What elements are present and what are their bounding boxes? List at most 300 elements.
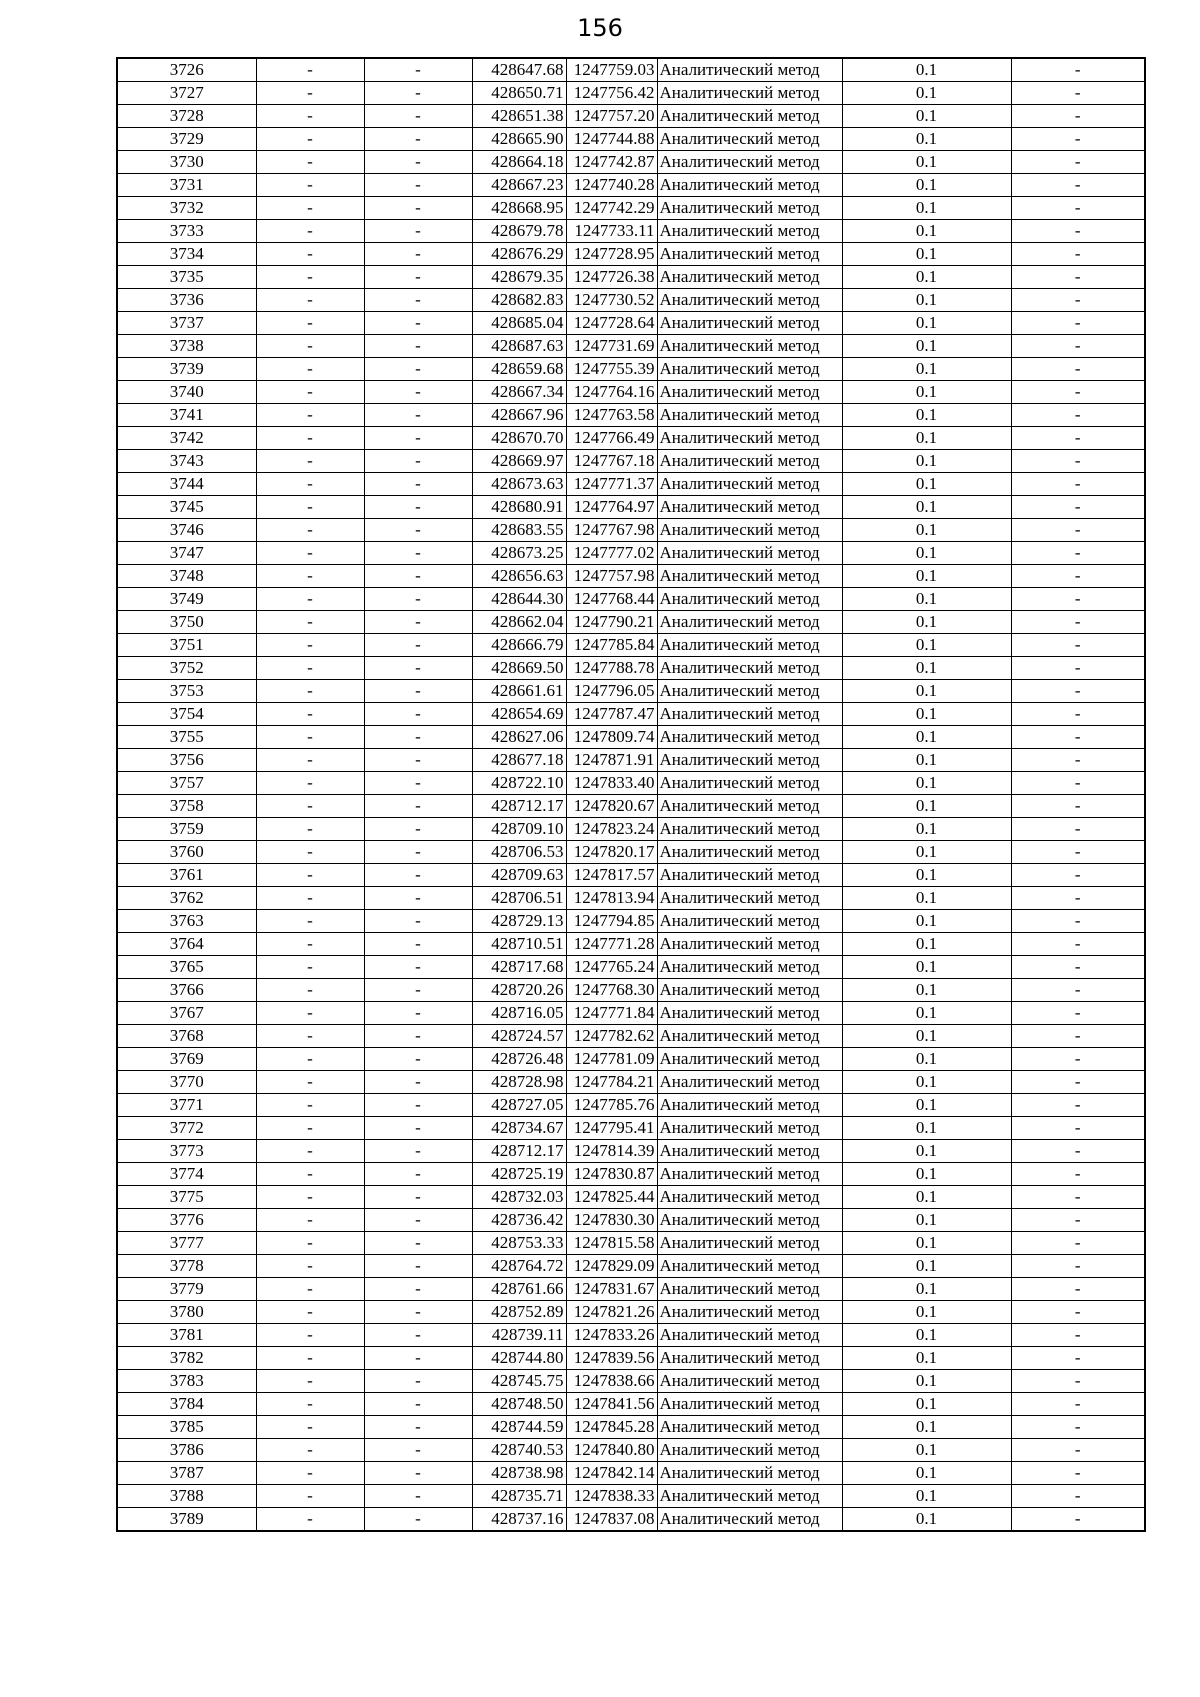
dash-cell: - xyxy=(364,82,472,105)
table-row xyxy=(117,818,1145,841)
point-number-cell: 3746 xyxy=(117,519,256,542)
accuracy-cell: 0.1 xyxy=(842,1324,1011,1347)
table-row xyxy=(117,933,1145,956)
table-row xyxy=(117,1025,1145,1048)
dash-cell: - xyxy=(364,703,472,726)
x-coordinate-cell: 428669.97 xyxy=(472,450,566,473)
accuracy-cell: 0.1 xyxy=(842,289,1011,312)
dash-cell: - xyxy=(256,381,364,404)
point-number-cell: 3767 xyxy=(117,1002,256,1025)
accuracy-cell: 0.1 xyxy=(842,749,1011,772)
method-cell: Аналитический метод xyxy=(657,450,842,473)
point-number-cell: 3734 xyxy=(117,243,256,266)
dash-cell: - xyxy=(256,933,364,956)
table-row xyxy=(117,1301,1145,1324)
y-coordinate-cell: 1247768.44 xyxy=(566,588,657,611)
method-cell: Аналитический метод xyxy=(657,749,842,772)
method-cell: Аналитический метод xyxy=(657,772,842,795)
dash-cell: - xyxy=(1011,1117,1145,1140)
y-coordinate-cell: 1247840.80 xyxy=(566,1439,657,1462)
point-number-cell: 3760 xyxy=(117,841,256,864)
dash-cell: - xyxy=(364,450,472,473)
y-coordinate-cell: 1247740.28 xyxy=(566,174,657,197)
y-coordinate-cell: 1247809.74 xyxy=(566,726,657,749)
method-cell: Аналитический метод xyxy=(657,542,842,565)
y-coordinate-cell: 1247837.08 xyxy=(566,1508,657,1532)
dash-cell: - xyxy=(364,1485,472,1508)
table-row xyxy=(117,404,1145,427)
x-coordinate-cell: 428720.26 xyxy=(472,979,566,1002)
accuracy-cell: 0.1 xyxy=(842,335,1011,358)
x-coordinate-cell: 428736.42 xyxy=(472,1209,566,1232)
dash-cell: - xyxy=(1011,358,1145,381)
y-coordinate-cell: 1247777.02 xyxy=(566,542,657,565)
dash-cell: - xyxy=(1011,381,1145,404)
dash-cell: - xyxy=(364,381,472,404)
point-number-cell: 3755 xyxy=(117,726,256,749)
method-cell: Аналитический метод xyxy=(657,174,842,197)
x-coordinate-cell: 428679.78 xyxy=(472,220,566,243)
dash-cell: - xyxy=(364,1163,472,1186)
table-row xyxy=(117,128,1145,151)
accuracy-cell: 0.1 xyxy=(842,381,1011,404)
x-coordinate-cell: 428687.63 xyxy=(472,335,566,358)
dash-cell: - xyxy=(364,910,472,933)
dash-cell: - xyxy=(256,1255,364,1278)
dash-cell: - xyxy=(256,1117,364,1140)
y-coordinate-cell: 1247771.28 xyxy=(566,933,657,956)
dash-cell: - xyxy=(256,519,364,542)
dash-cell: - xyxy=(256,450,364,473)
point-number-cell: 3771 xyxy=(117,1094,256,1117)
dash-cell: - xyxy=(1011,128,1145,151)
table-row xyxy=(117,1048,1145,1071)
table-row xyxy=(117,726,1145,749)
x-coordinate-cell: 428676.29 xyxy=(472,243,566,266)
x-coordinate-cell: 428716.05 xyxy=(472,1002,566,1025)
accuracy-cell: 0.1 xyxy=(842,1094,1011,1117)
table-row xyxy=(117,1370,1145,1393)
accuracy-cell: 0.1 xyxy=(842,1485,1011,1508)
x-coordinate-cell: 428726.48 xyxy=(472,1048,566,1071)
y-coordinate-cell: 1247764.16 xyxy=(566,381,657,404)
dash-cell: - xyxy=(256,1140,364,1163)
y-coordinate-cell: 1247817.57 xyxy=(566,864,657,887)
x-coordinate-cell: 428673.63 xyxy=(472,473,566,496)
dash-cell: - xyxy=(256,841,364,864)
point-number-cell: 3744 xyxy=(117,473,256,496)
dash-cell: - xyxy=(256,542,364,565)
dash-cell: - xyxy=(256,1232,364,1255)
y-coordinate-cell: 1247831.67 xyxy=(566,1278,657,1301)
table-row xyxy=(117,956,1145,979)
table-row xyxy=(117,1439,1145,1462)
dash-cell: - xyxy=(1011,703,1145,726)
table-row xyxy=(117,1094,1145,1117)
dash-cell: - xyxy=(1011,1393,1145,1416)
dash-cell: - xyxy=(256,910,364,933)
dash-cell: - xyxy=(1011,979,1145,1002)
table-row xyxy=(117,312,1145,335)
dash-cell: - xyxy=(364,1278,472,1301)
table-row xyxy=(117,58,1145,82)
x-coordinate-cell: 428732.03 xyxy=(472,1186,566,1209)
x-coordinate-cell: 428664.18 xyxy=(472,151,566,174)
accuracy-cell: 0.1 xyxy=(842,841,1011,864)
point-number-cell: 3749 xyxy=(117,588,256,611)
dash-cell: - xyxy=(1011,680,1145,703)
y-coordinate-cell: 1247815.58 xyxy=(566,1232,657,1255)
dash-cell: - xyxy=(256,1094,364,1117)
dash-cell: - xyxy=(256,496,364,519)
table-row xyxy=(117,1462,1145,1485)
dash-cell: - xyxy=(256,289,364,312)
accuracy-cell: 0.1 xyxy=(842,657,1011,680)
accuracy-cell: 0.1 xyxy=(842,588,1011,611)
method-cell: Аналитический метод xyxy=(657,818,842,841)
dash-cell: - xyxy=(1011,1002,1145,1025)
dash-cell: - xyxy=(364,1117,472,1140)
dash-cell: - xyxy=(364,266,472,289)
dash-cell: - xyxy=(1011,1186,1145,1209)
dash-cell: - xyxy=(256,1462,364,1485)
y-coordinate-cell: 1247755.39 xyxy=(566,358,657,381)
x-coordinate-cell: 428728.98 xyxy=(472,1071,566,1094)
y-coordinate-cell: 1247823.24 xyxy=(566,818,657,841)
dash-cell: - xyxy=(1011,450,1145,473)
accuracy-cell: 0.1 xyxy=(842,1301,1011,1324)
point-number-cell: 3728 xyxy=(117,105,256,128)
table-row xyxy=(117,1416,1145,1439)
point-number-cell: 3777 xyxy=(117,1232,256,1255)
method-cell: Аналитический метод xyxy=(657,634,842,657)
y-coordinate-cell: 1247782.62 xyxy=(566,1025,657,1048)
x-coordinate-cell: 428752.89 xyxy=(472,1301,566,1324)
accuracy-cell: 0.1 xyxy=(842,795,1011,818)
dash-cell: - xyxy=(1011,404,1145,427)
method-cell: Аналитический метод xyxy=(657,381,842,404)
point-number-cell: 3757 xyxy=(117,772,256,795)
method-cell: Аналитический метод xyxy=(657,956,842,979)
y-coordinate-cell: 1247784.21 xyxy=(566,1071,657,1094)
x-coordinate-cell: 428682.83 xyxy=(472,289,566,312)
dash-cell: - xyxy=(256,1485,364,1508)
x-coordinate-cell: 428661.61 xyxy=(472,680,566,703)
dash-cell: - xyxy=(364,128,472,151)
dash-cell: - xyxy=(364,197,472,220)
method-cell: Аналитический метод xyxy=(657,1393,842,1416)
table-row xyxy=(117,289,1145,312)
dash-cell: - xyxy=(1011,1209,1145,1232)
point-number-cell: 3768 xyxy=(117,1025,256,1048)
accuracy-cell: 0.1 xyxy=(842,128,1011,151)
method-cell: Аналитический метод xyxy=(657,1186,842,1209)
table-row xyxy=(117,450,1145,473)
point-number-cell: 3783 xyxy=(117,1370,256,1393)
accuracy-cell: 0.1 xyxy=(842,818,1011,841)
method-cell: Аналитический метод xyxy=(657,266,842,289)
dash-cell: - xyxy=(364,795,472,818)
dash-cell: - xyxy=(1011,910,1145,933)
dash-cell: - xyxy=(1011,1370,1145,1393)
method-cell: Аналитический метод xyxy=(657,1094,842,1117)
x-coordinate-cell: 428656.63 xyxy=(472,565,566,588)
dash-cell: - xyxy=(256,174,364,197)
point-number-cell: 3727 xyxy=(117,82,256,105)
method-cell: Аналитический метод xyxy=(657,1209,842,1232)
table-row xyxy=(117,519,1145,542)
dash-cell: - xyxy=(364,565,472,588)
dash-cell: - xyxy=(1011,427,1145,450)
y-coordinate-cell: 1247766.49 xyxy=(566,427,657,450)
dash-cell: - xyxy=(1011,1508,1145,1532)
table-row xyxy=(117,105,1145,128)
method-cell: Аналитический метод xyxy=(657,1301,842,1324)
dash-cell: - xyxy=(364,1048,472,1071)
accuracy-cell: 0.1 xyxy=(842,611,1011,634)
x-coordinate-cell: 428738.98 xyxy=(472,1462,566,1485)
dash-cell: - xyxy=(364,1232,472,1255)
dash-cell: - xyxy=(364,220,472,243)
y-coordinate-cell: 1247765.24 xyxy=(566,956,657,979)
dash-cell: - xyxy=(256,220,364,243)
point-number-cell: 3781 xyxy=(117,1324,256,1347)
y-coordinate-cell: 1247794.85 xyxy=(566,910,657,933)
point-number-cell: 3763 xyxy=(117,910,256,933)
dash-cell: - xyxy=(1011,887,1145,910)
dash-cell: - xyxy=(1011,151,1145,174)
x-coordinate-cell: 428680.91 xyxy=(472,496,566,519)
dash-cell: - xyxy=(1011,542,1145,565)
dash-cell: - xyxy=(1011,565,1145,588)
dash-cell: - xyxy=(1011,1163,1145,1186)
dash-cell: - xyxy=(256,58,364,82)
y-coordinate-cell: 1247763.58 xyxy=(566,404,657,427)
dash-cell: - xyxy=(364,749,472,772)
y-coordinate-cell: 1247829.09 xyxy=(566,1255,657,1278)
accuracy-cell: 0.1 xyxy=(842,703,1011,726)
method-cell: Аналитический метод xyxy=(657,979,842,1002)
point-number-cell: 3770 xyxy=(117,1071,256,1094)
accuracy-cell: 0.1 xyxy=(842,542,1011,565)
method-cell: Аналитический метод xyxy=(657,1140,842,1163)
dash-cell: - xyxy=(256,243,364,266)
dash-cell: - xyxy=(1011,1140,1145,1163)
table-row xyxy=(117,841,1145,864)
dash-cell: - xyxy=(364,1140,472,1163)
y-coordinate-cell: 1247838.66 xyxy=(566,1370,657,1393)
method-cell: Аналитический метод xyxy=(657,1255,842,1278)
dash-cell: - xyxy=(256,1439,364,1462)
dash-cell: - xyxy=(1011,1301,1145,1324)
dash-cell: - xyxy=(364,1209,472,1232)
accuracy-cell: 0.1 xyxy=(842,404,1011,427)
accuracy-cell: 0.1 xyxy=(842,1462,1011,1485)
point-number-cell: 3732 xyxy=(117,197,256,220)
dash-cell: - xyxy=(1011,58,1145,82)
x-coordinate-cell: 428683.55 xyxy=(472,519,566,542)
method-cell: Аналитический метод xyxy=(657,128,842,151)
method-cell: Аналитический метод xyxy=(657,243,842,266)
method-cell: Аналитический метод xyxy=(657,1071,842,1094)
dash-cell: - xyxy=(364,1462,472,1485)
method-cell: Аналитический метод xyxy=(657,657,842,680)
dash-cell: - xyxy=(1011,1416,1145,1439)
x-coordinate-cell: 428725.19 xyxy=(472,1163,566,1186)
table-row xyxy=(117,1186,1145,1209)
table-row xyxy=(117,358,1145,381)
table-row xyxy=(117,864,1145,887)
dash-cell: - xyxy=(364,1002,472,1025)
x-coordinate-cell: 428737.16 xyxy=(472,1508,566,1532)
dash-cell: - xyxy=(1011,611,1145,634)
accuracy-cell: 0.1 xyxy=(842,1163,1011,1186)
accuracy-cell: 0.1 xyxy=(842,243,1011,266)
accuracy-cell: 0.1 xyxy=(842,1416,1011,1439)
table-row xyxy=(117,381,1145,404)
table-row xyxy=(117,427,1145,450)
dash-cell: - xyxy=(256,1071,364,1094)
method-cell: Аналитический метод xyxy=(657,680,842,703)
dash-cell: - xyxy=(256,105,364,128)
dash-cell: - xyxy=(256,1186,364,1209)
dash-cell: - xyxy=(256,1278,364,1301)
point-number-cell: 3751 xyxy=(117,634,256,657)
dash-cell: - xyxy=(256,887,364,910)
dash-cell: - xyxy=(364,1393,472,1416)
accuracy-cell: 0.1 xyxy=(842,1508,1011,1532)
method-cell: Аналитический метод xyxy=(657,910,842,933)
dash-cell: - xyxy=(364,151,472,174)
point-number-cell: 3741 xyxy=(117,404,256,427)
dash-cell: - xyxy=(256,1370,364,1393)
dash-cell: - xyxy=(364,772,472,795)
dash-cell: - xyxy=(1011,197,1145,220)
accuracy-cell: 0.1 xyxy=(842,565,1011,588)
table-row xyxy=(117,151,1145,174)
accuracy-cell: 0.1 xyxy=(842,197,1011,220)
table-body xyxy=(117,58,1145,1531)
x-coordinate-cell: 428647.68 xyxy=(472,58,566,82)
y-coordinate-cell: 1247733.11 xyxy=(566,220,657,243)
y-coordinate-cell: 1247728.95 xyxy=(566,243,657,266)
x-coordinate-cell: 428668.95 xyxy=(472,197,566,220)
dash-cell: - xyxy=(1011,588,1145,611)
accuracy-cell: 0.1 xyxy=(842,979,1011,1002)
dash-cell: - xyxy=(256,703,364,726)
point-number-cell: 3780 xyxy=(117,1301,256,1324)
dash-cell: - xyxy=(1011,289,1145,312)
method-cell: Аналитический метод xyxy=(657,887,842,910)
dash-cell: - xyxy=(364,1186,472,1209)
dash-cell: - xyxy=(1011,956,1145,979)
table-row xyxy=(117,1117,1145,1140)
y-coordinate-cell: 1247781.09 xyxy=(566,1048,657,1071)
dash-cell: - xyxy=(256,657,364,680)
accuracy-cell: 0.1 xyxy=(842,1140,1011,1163)
table-row xyxy=(117,979,1145,1002)
method-cell: Аналитический метод xyxy=(657,82,842,105)
dash-cell: - xyxy=(364,1094,472,1117)
dash-cell: - xyxy=(256,795,364,818)
y-coordinate-cell: 1247731.69 xyxy=(566,335,657,358)
dash-cell: - xyxy=(1011,1232,1145,1255)
point-number-cell: 3787 xyxy=(117,1462,256,1485)
y-coordinate-cell: 1247788.78 xyxy=(566,657,657,680)
dash-cell: - xyxy=(256,1416,364,1439)
dash-cell: - xyxy=(364,1347,472,1370)
y-coordinate-cell: 1247814.39 xyxy=(566,1140,657,1163)
accuracy-cell: 0.1 xyxy=(842,427,1011,450)
x-coordinate-cell: 428727.05 xyxy=(472,1094,566,1117)
method-cell: Аналитический метод xyxy=(657,1278,842,1301)
table-row xyxy=(117,887,1145,910)
dash-cell: - xyxy=(256,312,364,335)
y-coordinate-cell: 1247759.03 xyxy=(566,58,657,82)
dash-cell: - xyxy=(1011,1462,1145,1485)
y-coordinate-cell: 1247742.87 xyxy=(566,151,657,174)
table-row xyxy=(117,243,1145,266)
dash-cell: - xyxy=(364,58,472,82)
accuracy-cell: 0.1 xyxy=(842,82,1011,105)
x-coordinate-cell: 428670.70 xyxy=(472,427,566,450)
y-coordinate-cell: 1247728.64 xyxy=(566,312,657,335)
accuracy-cell: 0.1 xyxy=(842,634,1011,657)
point-number-cell: 3788 xyxy=(117,1485,256,1508)
table-row xyxy=(117,749,1145,772)
method-cell: Аналитический метод xyxy=(657,496,842,519)
y-coordinate-cell: 1247785.76 xyxy=(566,1094,657,1117)
method-cell: Аналитический метод xyxy=(657,151,842,174)
point-number-cell: 3758 xyxy=(117,795,256,818)
y-coordinate-cell: 1247768.30 xyxy=(566,979,657,1002)
x-coordinate-cell: 428740.53 xyxy=(472,1439,566,1462)
method-cell: Аналитический метод xyxy=(657,1439,842,1462)
y-coordinate-cell: 1247742.29 xyxy=(566,197,657,220)
method-cell: Аналитический метод xyxy=(657,1048,842,1071)
point-number-cell: 3756 xyxy=(117,749,256,772)
accuracy-cell: 0.1 xyxy=(842,312,1011,335)
method-cell: Аналитический метод xyxy=(657,289,842,312)
accuracy-cell: 0.1 xyxy=(842,680,1011,703)
point-number-cell: 3753 xyxy=(117,680,256,703)
dash-cell: - xyxy=(1011,1094,1145,1117)
y-coordinate-cell: 1247785.84 xyxy=(566,634,657,657)
dash-cell: - xyxy=(364,588,472,611)
dash-cell: - xyxy=(256,1025,364,1048)
method-cell: Аналитический метод xyxy=(657,864,842,887)
y-coordinate-cell: 1247790.21 xyxy=(566,611,657,634)
dash-cell: - xyxy=(1011,841,1145,864)
x-coordinate-cell: 428685.04 xyxy=(472,312,566,335)
dash-cell: - xyxy=(1011,312,1145,335)
y-coordinate-cell: 1247830.30 xyxy=(566,1209,657,1232)
dash-cell: - xyxy=(1011,634,1145,657)
y-coordinate-cell: 1247833.40 xyxy=(566,772,657,795)
method-cell: Аналитический метод xyxy=(657,1002,842,1025)
method-cell: Аналитический метод xyxy=(657,335,842,358)
accuracy-cell: 0.1 xyxy=(842,887,1011,910)
dash-cell: - xyxy=(1011,496,1145,519)
accuracy-cell: 0.1 xyxy=(842,1255,1011,1278)
accuracy-cell: 0.1 xyxy=(842,1117,1011,1140)
y-coordinate-cell: 1247767.18 xyxy=(566,450,657,473)
accuracy-cell: 0.1 xyxy=(842,220,1011,243)
accuracy-cell: 0.1 xyxy=(842,1393,1011,1416)
dash-cell: - xyxy=(1011,243,1145,266)
table-row xyxy=(117,1485,1145,1508)
table-row xyxy=(117,657,1145,680)
